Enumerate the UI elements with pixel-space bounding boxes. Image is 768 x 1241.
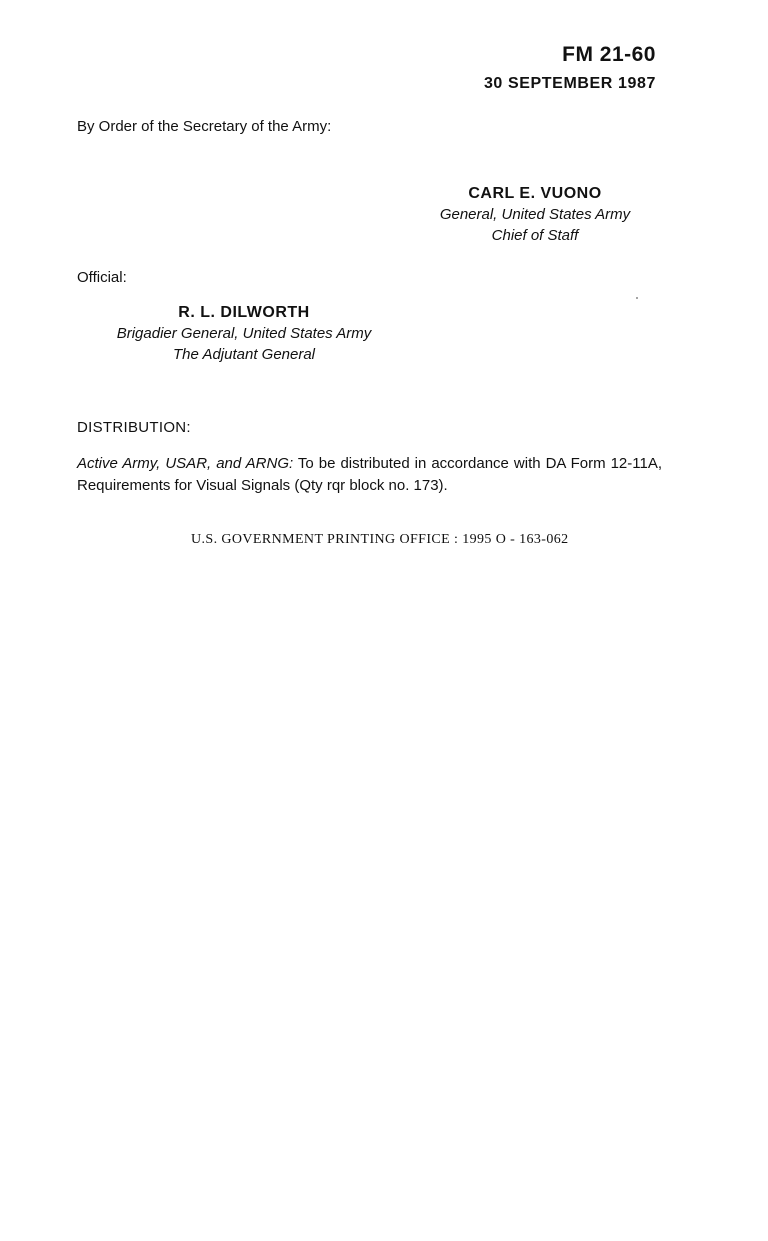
printing-office-line: U.S. GOVERNMENT PRINTING OFFICE : 1995 O - 163-062: [191, 532, 569, 547]
order-line: By Order of the Secretary of the Army:: [77, 118, 332, 135]
distribution-label: DISTRIBUTION:: [77, 419, 191, 436]
distribution-text: [77, 453, 662, 497]
adjutant-general-rank: Brigadier General, United States Army: [116, 325, 372, 342]
distribution-lead: Active Army, USAR, and ARNG:: [77, 455, 294, 472]
official-label: Official:: [77, 269, 127, 286]
adjutant-general-title: The Adjutant General: [172, 346, 316, 363]
document-date: 30 SEPTEMBER 1987: [483, 75, 656, 92]
distribution-body: To be distributed in accordance with DA Form 12-11A, Requirements for Visual Signals (Qty rqr block no. 173).: [77, 455, 663, 494]
chief-of-staff-rank: General, United States Army: [439, 206, 631, 223]
adjutant-general-name: R. L. DILWORTH: [178, 304, 310, 321]
chief-of-staff-title: Chief of Staff: [491, 227, 579, 244]
adjutant-general-signature-block: [74, 302, 414, 365]
chief-of-staff-name: CARL E. VUONO: [468, 185, 602, 202]
chief-of-staff-signature-block: [365, 183, 705, 246]
scan-speck: [636, 297, 638, 299]
document-number: FM 21-60: [562, 43, 656, 66]
